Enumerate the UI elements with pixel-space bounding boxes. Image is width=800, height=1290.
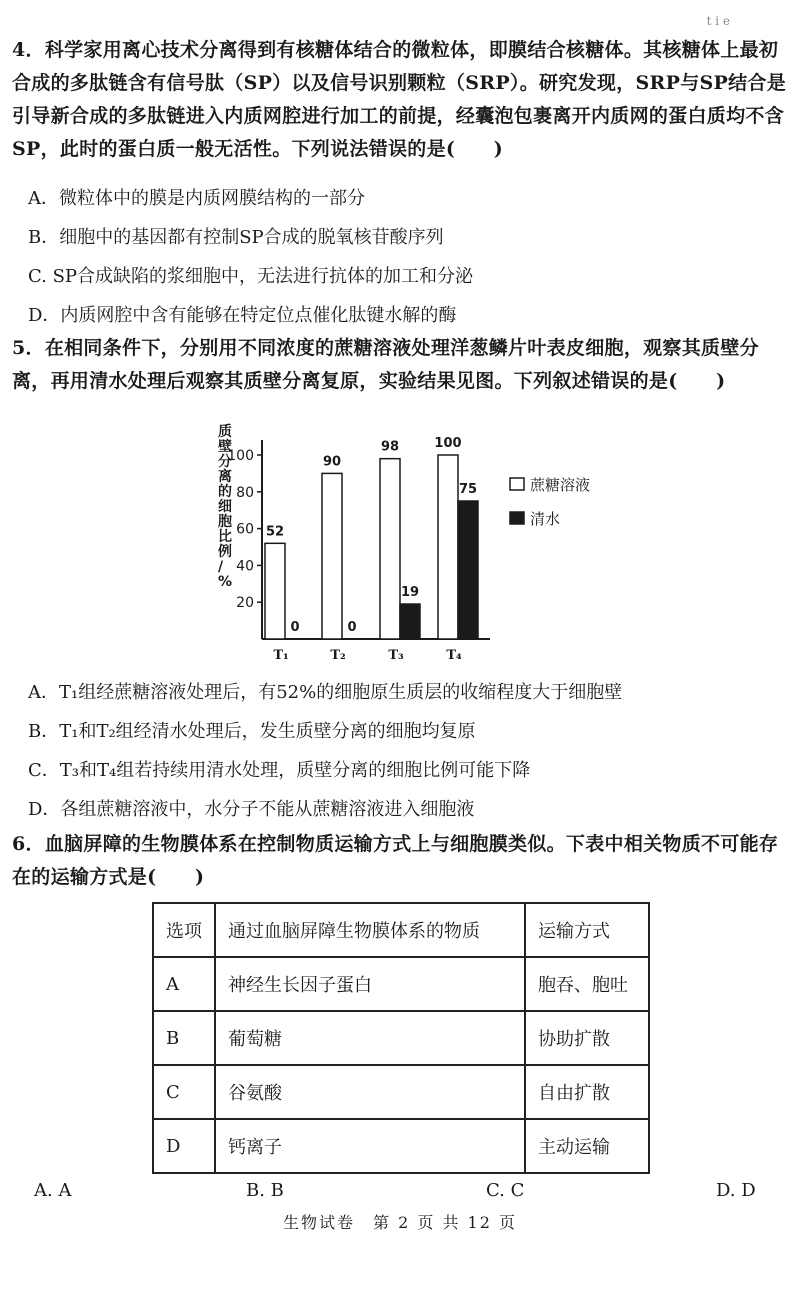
x-tick-label: T₄ [446, 648, 462, 663]
bar-data-label: 100 [434, 436, 462, 451]
table-cell: 协助扩散 [525, 1011, 649, 1065]
question-6-option-c: C. C [486, 1180, 525, 1201]
table-row [153, 957, 649, 1011]
question-6 [12, 828, 788, 894]
bar-sucrose [322, 473, 342, 639]
question-6-option-a: A. A [34, 1180, 72, 1201]
question-6-option-b: B. B [246, 1180, 284, 1201]
transport-table [152, 902, 650, 1174]
y-tick-label: 20 [236, 595, 254, 612]
table-header-cell: 选项 [153, 903, 215, 957]
legend-label: 清水 [530, 510, 561, 528]
x-tick-label: T₂ [330, 648, 346, 663]
table-header-cell: 运输方式 [525, 903, 649, 957]
question-4-option-d: D．内质网腔中含有能够在特定位点催化肽键水解的酶 [28, 305, 457, 326]
table-header-cell: 通过血脑屏障生物膜体系的物质 [215, 903, 525, 957]
bar-sucrose [380, 459, 400, 639]
bar-data-label: 52 [265, 524, 285, 540]
question-4-option-a: A．微粒体中的膜是内质网膜结构的一部分 [28, 188, 365, 209]
y-tick-label: 40 [236, 558, 254, 575]
table-row [153, 1011, 649, 1065]
table-cell: A [153, 957, 215, 1011]
y-axis-label-text: 质壁分离的细胞比例/ % [218, 424, 233, 590]
bar-chart [200, 420, 640, 670]
corner-mark: t i e [706, 14, 730, 28]
legend-swatch [510, 512, 524, 524]
question-5-option-c: C．T₃和T₄组若持续用清水处理，质壁分离的细胞比例可能下降 [28, 760, 531, 781]
x-tick-labels [273, 648, 462, 663]
bar-data-label: 75 [458, 482, 478, 497]
table-row [153, 1119, 649, 1173]
question-6-option-d: D. D [716, 1180, 756, 1201]
legend-swatch [510, 478, 524, 490]
y-ticks [227, 448, 262, 611]
table-cell: 神经生长因子蛋白 [215, 957, 525, 1011]
question-5 [12, 332, 788, 398]
y-tick-label: 60 [236, 521, 254, 538]
bar-data-label: 19 [400, 585, 420, 601]
x-tick-label: T₁ [273, 648, 289, 663]
legend-label: 蔗糖溶液 [530, 476, 591, 494]
bar-data-label: 0 [290, 620, 300, 635]
bar-data-label: 98 [380, 439, 400, 455]
question-5-option-b: B．T₁和T₂组经清水处理后，发生质壁分离的细胞均复原 [28, 721, 476, 742]
table-cell: C [153, 1065, 215, 1119]
question-4-option-b: B．细胞中的基因都有控制SP合成的脱氧核苷酸序列 [28, 227, 444, 248]
question-4 [12, 34, 788, 166]
y-tick-label: 80 [236, 484, 254, 501]
table-cell: D [153, 1119, 215, 1173]
x-tick-label: T₃ [388, 648, 404, 663]
question-4-stem: 4．科学家用离心技术分离得到有核糖体结合的微粒体，即膜结合核糖体。其核糖体上最初合成的多肽链含有信号肽（SP）以及信号识别颗粒（SRP）。研究发现，SRP与SP结合是引导新合成的多肽链进入内质网腔进行加工的前提，经囊泡包裹离开内质网的蛋白质均不含SP，此时的蛋白质一般无活性。下列说法错误的是( ) [12, 39, 787, 160]
question-5-option-a: A．T₁组经蔗糖溶液处理后，有52%的细胞原生质层的收缩程度大于细胞壁 [28, 682, 623, 703]
bar-sucrose [265, 543, 285, 639]
question-4-option-c: C. SP合成缺陷的浆细胞中，无法进行抗体的加工和分泌 [28, 266, 474, 287]
legend [510, 476, 590, 528]
y-tick-label: 100 [227, 448, 254, 464]
table-header-row [153, 903, 649, 957]
question-5-stem: 5．在相同条件下，分别用不同浓度的蔗糖溶液处理洋葱鳞片叶表皮细胞，观察其质壁分离，再用清水处理后观察其质壁分离复原，实验结果见图。下列叙述错误的是( ) [12, 337, 759, 392]
table-cell: 主动运输 [525, 1119, 649, 1173]
table-cell: 钙离子 [215, 1119, 525, 1173]
table-cell: 葡萄糖 [215, 1011, 525, 1065]
bar-data-label: 0 [347, 620, 357, 635]
table-cell: 胞吞、胞吐 [525, 957, 649, 1011]
bar-water [400, 604, 420, 639]
table-cell: B [153, 1011, 215, 1065]
question-5-option-d: D．各组蔗糖溶液中，水分子不能从蔗糖溶液进入细胞液 [28, 799, 475, 820]
page-footer: 生物试卷 第 2 页 共 12 页 [283, 1213, 517, 1232]
question-6-stem: 6．血脑屏障的生物膜体系在控制物质运输方式上与细胞膜类似。下表中相关物质不可能存在的运输方式是( ) [12, 833, 779, 888]
table-cell: 谷氨酸 [215, 1065, 525, 1119]
bars [265, 436, 478, 639]
bar-data-label: 90 [322, 454, 342, 470]
bar-water [458, 501, 478, 639]
bar-sucrose [438, 455, 458, 639]
table-cell: 自由扩散 [525, 1065, 649, 1119]
table-row [153, 1065, 649, 1119]
